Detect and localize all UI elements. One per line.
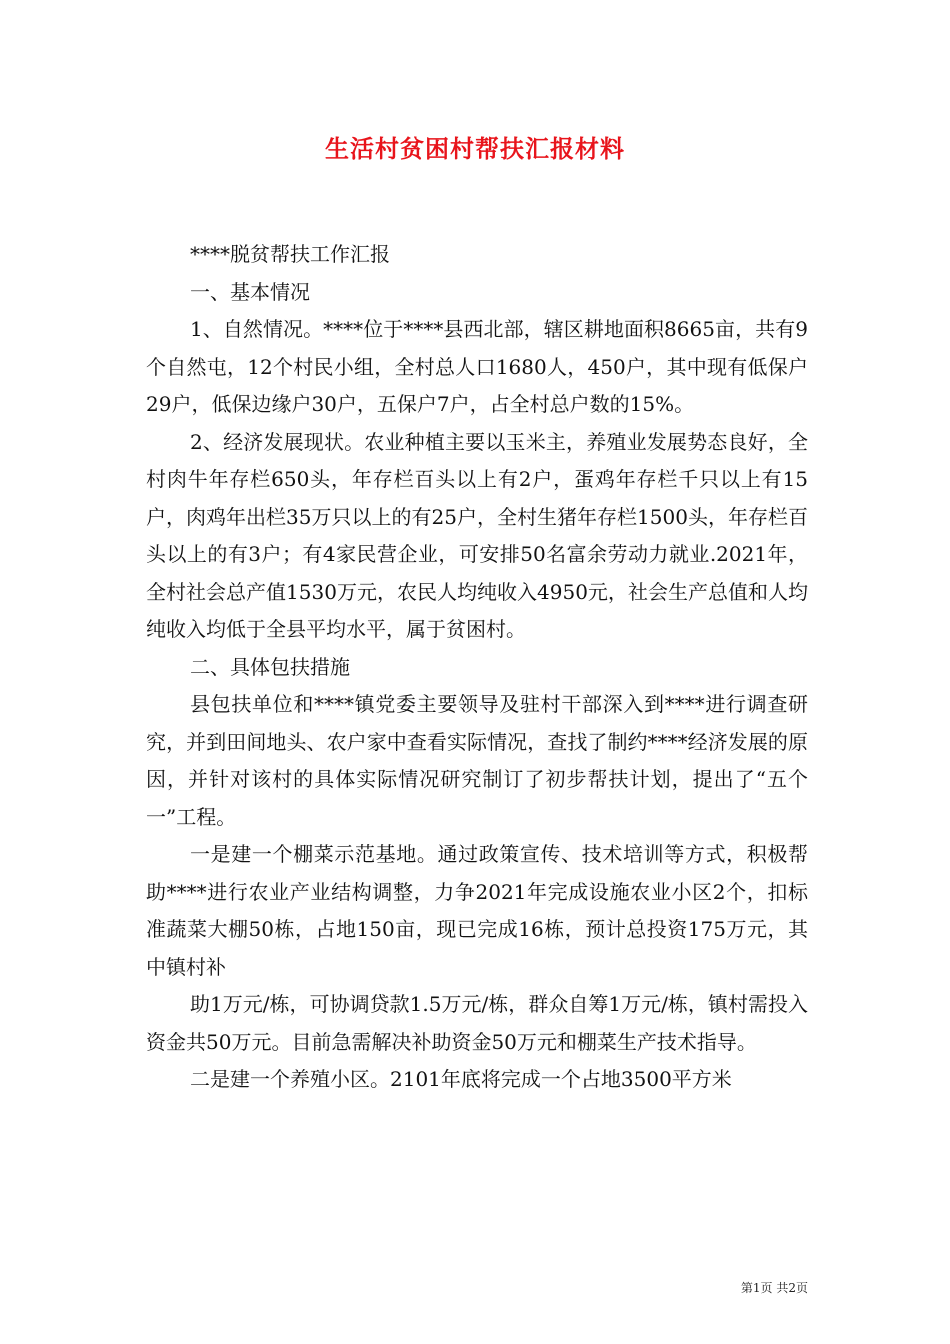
- paragraph-greenhouse-base: 一是建一个棚菜示范基地。通过政策宣传、技术培训等方式，积极帮助****进行农业产业结构调整，力争2021年完成设施农业小区2个，扣标准蔬菜大棚50栋，占地150亩，现已完成16栋，预计总投资175万元，其中镇村补: [146, 842, 808, 979]
- document-title: 生活村贫困村帮扶汇报材料: [325, 134, 625, 163]
- section-heading-measures: 二、具体包扶措施: [190, 654, 350, 679]
- paragraph-heading: ****脱贫帮扶工作汇报: [190, 242, 390, 266]
- paragraph-natural-conditions: 1、自然情况。****位于****县西北部，辖区耕地面积8665亩，共有9个自然屯，12个村民小组，全村总人口1680人，450户，其中现有低保户29户，低保边缘户30户，五保户7户，占全村总户数的15%。: [146, 317, 808, 416]
- paragraph-economic-status: 2、经济发展现状。农业种植主要以玉米主，养殖业发展势态良好，全村肉牛年存栏650头，年存栏百头以上有2户，蛋鸡年存栏千只以上有15户，肉鸡年出栏35万只以上的有25户，全村生猪年存栏1500头，年存栏百头以上的有3户；有4家民营企业，可安排50名富余劳动力就业.2021年，全村社会总产值1530万元，农民人均纯收入4950元，社会生产总值和人均纯收入均低于全县平均水平，属于贫困村。: [146, 429, 808, 641]
- section-heading-basic: 一、基本情况: [190, 279, 310, 304]
- paragraph-breeding-area: 二是建一个养殖小区。2101年底将完成一个占地3500平方米: [190, 1067, 732, 1091]
- page-number-footer: 第1页 共2页: [740, 1281, 808, 1295]
- paragraph-subsidy: 助1万元/栋，可协调贷款1.5万元/栋，群众自筹1万元/栋，镇村需投入资金共50万元。目前急需解决补助资金50万元和棚菜生产技术指导。: [146, 992, 808, 1054]
- paragraph-research: 县包扶单位和****镇党委主要领导及驻村干部深入到****进行调查研究，并到田间地头、农户家中查看实际情况，查找了制约****经济发展的原因，并针对该村的具体实际情况研究制订了初步帮扶计划，提出了“五个一”工程。: [146, 692, 808, 829]
- document-body: [146, 236, 808, 1099]
